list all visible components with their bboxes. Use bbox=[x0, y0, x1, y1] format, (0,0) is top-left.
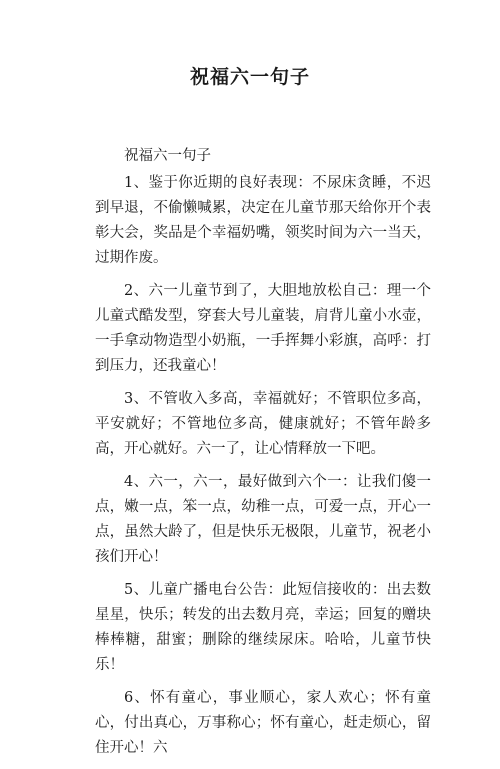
paragraph-4: 4、六一，六一，最好做到六个一：让我们傻一点，嫩一点，笨一点，幼稚一点，可爱一点，开心一点，虽然大龄了，但是快乐无极限，儿童节，祝老小孩们开心！ bbox=[95, 474, 431, 565]
paragraph-2: 2、六一儿童节到了，大胆地放松自己：理一个儿童式酷发型，穿套大号儿童装，肩背儿童小水壶，一手拿动物造型小奶瓶，一手挥舞小彩旗，高呼：打到压力，还我童心！ bbox=[95, 283, 431, 374]
paragraph-6: 6、怀有童心，事业顺心，家人欢心；怀有童心，付出真心，万事称心；怀有童心，赶走烦心，留住开心！六 bbox=[95, 690, 431, 756]
document-body bbox=[95, 144, 431, 769]
paragraph-5: 5、儿童广播电台公告：此短信接收的：出去数星星，快乐；转发的出去数月亮，幸运；回复的赠块棒棒糖，甜蜜；删除的继续尿床。哈哈，儿童节快乐！ bbox=[95, 582, 431, 673]
paragraph-1: 1、鉴于你近期的良好表现：不尿床贪睡，不迟到早退，不偷懒喊累，决定在儿童节那天给你开个表彰大会，奖品是个幸福奶嘴，领奖时间为六一当天，过期作废。 bbox=[95, 175, 431, 266]
page-title: 祝福六一句子 bbox=[189, 66, 310, 88]
paragraph-3: 3、不管收入多高，幸福就好；不管职位多高，平安就好；不管地位多高，健康就好；不管年龄多高，开心就好。六一了，让心情释放一下吧。 bbox=[95, 391, 431, 457]
section-heading: 祝福六一句子 bbox=[124, 148, 211, 164]
